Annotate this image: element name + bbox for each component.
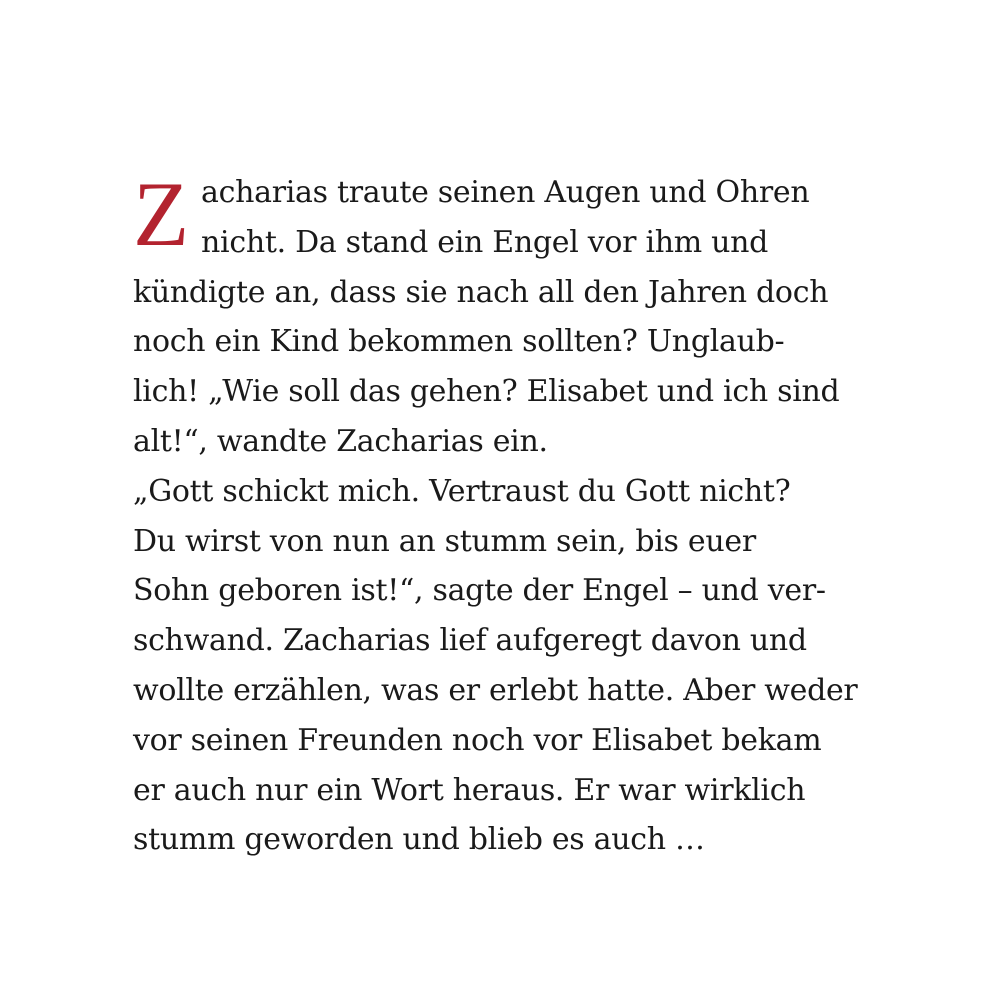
text-line: alt!“, wandte Zacharias ein.	[133, 423, 548, 459]
text-line: acharias traute seinen Augen und Ohren	[201, 175, 810, 210]
drop-cap-letter: Z	[133, 163, 189, 265]
text-line: schwand. Zacharias lief aufgeregt davon und	[133, 623, 807, 659]
text-line: Du wirst von nun an stumm sein, bis euer	[133, 523, 756, 559]
text-line: stumm geworden und blieb es auch …	[133, 822, 705, 858]
text-line: er auch nur ein Wort heraus. Er war wirklich	[133, 772, 806, 808]
text-line: noch ein Kind bekommen sollten? Unglaub-	[133, 324, 785, 360]
text-line: vor seinen Freunden noch vor Elisabet bekam	[133, 722, 822, 758]
text-line: „Gott schickt mich. Vertraust du Gott nicht?	[133, 473, 791, 509]
text-line: Sohn geboren ist!“, sagte der Engel – und ver-	[133, 573, 826, 609]
text-line: kündigte an, dass sie nach all den Jahren doch	[133, 274, 829, 310]
text-line: wollte erzählen, was er erlebt hatte. Aber weder	[133, 672, 858, 708]
text-line: lich! „Wie soll das gehen? Elisabet und ich sind	[133, 374, 840, 410]
story-text	[133, 163, 893, 865]
text-line: nicht. Da stand ein Engel vor ihm und	[201, 224, 769, 260]
